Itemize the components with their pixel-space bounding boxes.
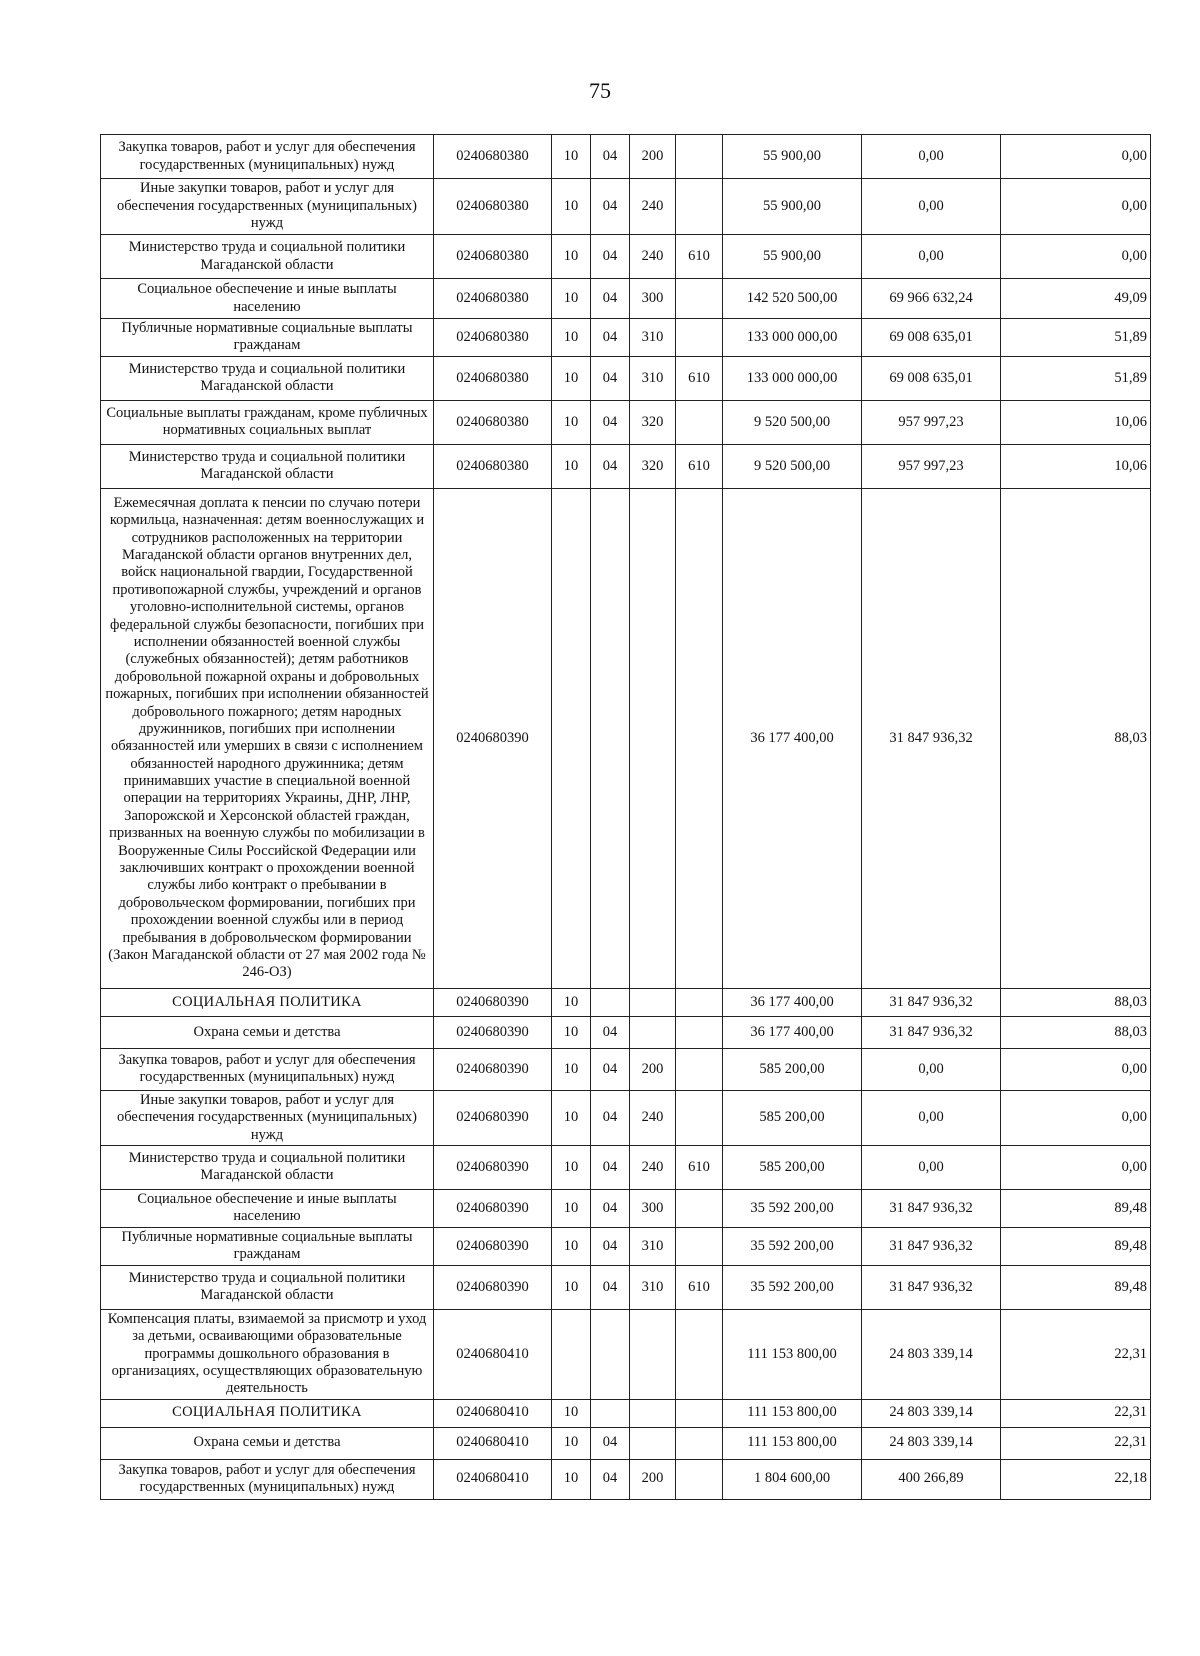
execution-percent: 89,48	[1001, 1265, 1151, 1309]
section-code: 10	[552, 1016, 591, 1048]
ministry-code	[676, 1309, 723, 1399]
planned-amount: 111 153 800,00	[723, 1427, 862, 1459]
row-name: Закупка товаров, работ и услуг для обеспечения государственных (муниципальных) нужд	[101, 1459, 434, 1499]
executed-amount: 24 803 339,14	[862, 1399, 1001, 1427]
expense-type-code: 310	[630, 1265, 676, 1309]
table-row	[101, 1427, 1151, 1459]
table-row	[101, 988, 1151, 1016]
target-code: 0240680390	[434, 1048, 552, 1090]
ministry-code: 610	[676, 1265, 723, 1309]
target-code: 0240680380	[434, 356, 552, 400]
expense-type-code: 300	[630, 279, 676, 319]
execution-percent: 89,48	[1001, 1227, 1151, 1265]
section-code: 10	[552, 400, 591, 444]
subsection-code: 04	[591, 1227, 630, 1265]
expense-type-code: 240	[630, 235, 676, 279]
table-row	[101, 1399, 1151, 1427]
target-code: 0240680390	[434, 1016, 552, 1048]
executed-amount: 31 847 936,32	[862, 1227, 1001, 1265]
subsection-code: 04	[591, 1090, 630, 1145]
ministry-code	[676, 400, 723, 444]
subsection-code: 04	[591, 135, 630, 179]
section-code	[552, 488, 591, 988]
section-code: 10	[552, 356, 591, 400]
executed-amount: 24 803 339,14	[862, 1427, 1001, 1459]
subsection-code: 04	[591, 1265, 630, 1309]
row-name: Охрана семьи и детства	[101, 1427, 434, 1459]
expense-type-code: 310	[630, 1227, 676, 1265]
planned-amount: 142 520 500,00	[723, 279, 862, 319]
section-code: 10	[552, 1048, 591, 1090]
table-row	[101, 356, 1151, 400]
section-code: 10	[552, 1227, 591, 1265]
row-name: Закупка товаров, работ и услуг для обеспечения государственных (муниципальных) нужд	[101, 135, 434, 179]
table-row	[101, 1048, 1151, 1090]
subsection-code: 04	[591, 1459, 630, 1499]
budget-table	[100, 134, 1151, 1500]
section-code: 10	[552, 1090, 591, 1145]
subsection-code	[591, 988, 630, 1016]
target-code: 0240680380	[434, 135, 552, 179]
ministry-code	[676, 1016, 723, 1048]
expense-type-code: 320	[630, 400, 676, 444]
expense-type-code: 240	[630, 179, 676, 235]
planned-amount: 36 177 400,00	[723, 988, 862, 1016]
target-code: 0240680410	[434, 1309, 552, 1399]
table-row	[101, 135, 1151, 179]
target-code: 0240680390	[434, 1189, 552, 1227]
ministry-code	[676, 988, 723, 1016]
planned-amount: 35 592 200,00	[723, 1189, 862, 1227]
executed-amount: 0,00	[862, 1090, 1001, 1145]
table-row	[101, 1309, 1151, 1399]
row-name: Ежемесячная доплата к пенсии по случаю потери кормильца, назначенная: детям военнослужащих и сотрудников расположенных на территории Магаданской области органов внутренних дел, войск национальной гвардии, Государственной противопожарной службы, учреждений и органов уголовно-исполнительной системы, органов федеральной службы безопасности, погибших при исполнении обязанностей военной службы (служебных обязанностей); детям работников добровольной пожарной охраны и добровольных пожарных, погибших при исполнении обязанностей добровольного пожарного; детям народных дружинников, погибших при исполнении обязанностей или умерших в связи с исполнением обязанностей народного дружинника; детям принимавших участие в специальной военной операции на территориях Украины, ДНР, ЛНР, Запорожской и Херсонской областей граждан, призванных на военную службы по мобилизации в Вооруженные Силы Российской Федерации или заключивших контракт о прохождении военной службы либо контракт о пребывании в добровольческом формировании, погибших при прохождении военной службы или в период пребывания в добровольческом формировании (Закон Магаданской области от 27 мая 2002 года № 246-ОЗ)	[101, 488, 434, 988]
table-row	[101, 279, 1151, 319]
section-code: 10	[552, 235, 591, 279]
executed-amount: 400 266,89	[862, 1459, 1001, 1499]
execution-percent: 22,18	[1001, 1459, 1151, 1499]
executed-amount: 69 966 632,24	[862, 279, 1001, 319]
table-row	[101, 488, 1151, 988]
target-code: 0240680390	[434, 488, 552, 988]
execution-percent: 22,31	[1001, 1427, 1151, 1459]
expense-type-code: 300	[630, 1189, 676, 1227]
target-code: 0240680380	[434, 279, 552, 319]
target-code: 0240680380	[434, 319, 552, 357]
expense-type-code: 310	[630, 319, 676, 357]
expense-type-code: 200	[630, 1459, 676, 1499]
section-code: 10	[552, 1459, 591, 1499]
target-code: 0240680390	[434, 988, 552, 1016]
section-code: 10	[552, 279, 591, 319]
table-row	[101, 1189, 1151, 1227]
subsection-code: 04	[591, 1427, 630, 1459]
executed-amount: 0,00	[862, 179, 1001, 235]
expense-type-code	[630, 988, 676, 1016]
target-code: 0240680380	[434, 444, 552, 488]
subsection-code: 04	[591, 444, 630, 488]
executed-amount: 31 847 936,32	[862, 488, 1001, 988]
planned-amount: 133 000 000,00	[723, 356, 862, 400]
page-number: 75	[589, 78, 611, 103]
execution-percent: 51,89	[1001, 356, 1151, 400]
target-code: 0240680390	[434, 1265, 552, 1309]
table-row	[101, 1145, 1151, 1189]
planned-amount: 35 592 200,00	[723, 1265, 862, 1309]
subsection-code: 04	[591, 1145, 630, 1189]
row-name: Охрана семьи и детства	[101, 1016, 434, 1048]
expense-type-code	[630, 1427, 676, 1459]
executed-amount: 957 997,23	[862, 444, 1001, 488]
row-name: Социальное обеспечение и иные выплаты населению	[101, 1189, 434, 1227]
row-name: Министерство труда и социальной политики Магаданской области	[101, 1265, 434, 1309]
ministry-code	[676, 319, 723, 357]
expense-type-code: 200	[630, 135, 676, 179]
table-row	[101, 1459, 1151, 1499]
table-row	[101, 1090, 1151, 1145]
subsection-code: 04	[591, 179, 630, 235]
ministry-code	[676, 488, 723, 988]
execution-percent: 88,03	[1001, 988, 1151, 1016]
row-name: Социальное обеспечение и иные выплаты населению	[101, 279, 434, 319]
section-code: 10	[552, 179, 591, 235]
ministry-code	[676, 1399, 723, 1427]
subsection-code: 04	[591, 1016, 630, 1048]
planned-amount: 35 592 200,00	[723, 1227, 862, 1265]
planned-amount: 585 200,00	[723, 1048, 862, 1090]
ministry-code: 610	[676, 1145, 723, 1189]
planned-amount: 36 177 400,00	[723, 488, 862, 988]
execution-percent: 0,00	[1001, 135, 1151, 179]
subsection-code: 04	[591, 1189, 630, 1227]
target-code: 0240680410	[434, 1427, 552, 1459]
row-name: СОЦИАЛЬНАЯ ПОЛИТИКА	[101, 1399, 434, 1427]
subsection-code: 04	[591, 1048, 630, 1090]
table-row	[101, 235, 1151, 279]
ministry-code: 610	[676, 356, 723, 400]
ministry-code: 610	[676, 235, 723, 279]
ministry-code	[676, 1459, 723, 1499]
row-name: Закупка товаров, работ и услуг для обеспечения государственных (муниципальных) нужд	[101, 1048, 434, 1090]
executed-amount: 0,00	[862, 235, 1001, 279]
execution-percent: 0,00	[1001, 235, 1151, 279]
executed-amount: 31 847 936,32	[862, 988, 1001, 1016]
target-code: 0240680380	[434, 235, 552, 279]
executed-amount: 69 008 635,01	[862, 356, 1001, 400]
target-code: 0240680390	[434, 1145, 552, 1189]
execution-percent: 22,31	[1001, 1309, 1151, 1399]
planned-amount: 133 000 000,00	[723, 319, 862, 357]
executed-amount: 24 803 339,14	[862, 1309, 1001, 1399]
table-row	[101, 400, 1151, 444]
ministry-code	[676, 1090, 723, 1145]
section-code: 10	[552, 1399, 591, 1427]
planned-amount: 36 177 400,00	[723, 1016, 862, 1048]
execution-percent: 22,31	[1001, 1399, 1151, 1427]
execution-percent: 0,00	[1001, 1090, 1151, 1145]
target-code: 0240680410	[434, 1399, 552, 1427]
expense-type-code: 240	[630, 1090, 676, 1145]
planned-amount: 585 200,00	[723, 1145, 862, 1189]
execution-percent: 49,09	[1001, 279, 1151, 319]
executed-amount: 0,00	[862, 1145, 1001, 1189]
row-name: Иные закупки товаров, работ и услуг для обеспечения государственных (муниципальных) нужд	[101, 1090, 434, 1145]
execution-percent: 0,00	[1001, 179, 1151, 235]
row-name: Иные закупки товаров, работ и услуг для обеспечения государственных (муниципальных) нужд	[101, 179, 434, 235]
table-row	[101, 1265, 1151, 1309]
table-row	[101, 179, 1151, 235]
row-name: Министерство труда и социальной политики Магаданской области	[101, 444, 434, 488]
expense-type-code: 320	[630, 444, 676, 488]
target-code: 0240680390	[434, 1227, 552, 1265]
expense-type-code	[630, 1309, 676, 1399]
planned-amount: 111 153 800,00	[723, 1309, 862, 1399]
target-code: 0240680380	[434, 400, 552, 444]
ministry-code	[676, 1189, 723, 1227]
row-name: Публичные нормативные социальные выплаты гражданам	[101, 319, 434, 357]
execution-percent: 51,89	[1001, 319, 1151, 357]
expense-type-code	[630, 1016, 676, 1048]
planned-amount: 9 520 500,00	[723, 400, 862, 444]
subsection-code: 04	[591, 356, 630, 400]
table-body	[101, 135, 1151, 1500]
ministry-code: 610	[676, 444, 723, 488]
section-code: 10	[552, 1265, 591, 1309]
execution-percent: 89,48	[1001, 1189, 1151, 1227]
target-code: 0240680390	[434, 1090, 552, 1145]
execution-percent: 88,03	[1001, 488, 1151, 988]
row-name: СОЦИАЛЬНАЯ ПОЛИТИКА	[101, 988, 434, 1016]
ministry-code	[676, 1048, 723, 1090]
executed-amount: 0,00	[862, 135, 1001, 179]
executed-amount: 31 847 936,32	[862, 1189, 1001, 1227]
table-row	[101, 1227, 1151, 1265]
table-row	[101, 444, 1151, 488]
table-row	[101, 1016, 1151, 1048]
execution-percent: 10,06	[1001, 400, 1151, 444]
executed-amount: 31 847 936,32	[862, 1016, 1001, 1048]
section-code: 10	[552, 1189, 591, 1227]
ministry-code	[676, 135, 723, 179]
section-code: 10	[552, 319, 591, 357]
planned-amount: 111 153 800,00	[723, 1399, 862, 1427]
row-name: Компенсация платы, взимаемой за присмотр и уход за детьми, осваивающими образовательные программы дошкольного образования в организациях, осуществляющих образовательную деятельность	[101, 1309, 434, 1399]
planned-amount: 55 900,00	[723, 235, 862, 279]
subsection-code	[591, 488, 630, 988]
ministry-code	[676, 279, 723, 319]
ministry-code	[676, 179, 723, 235]
section-code: 10	[552, 135, 591, 179]
target-code: 0240680410	[434, 1459, 552, 1499]
section-code: 10	[552, 988, 591, 1016]
subsection-code	[591, 1399, 630, 1427]
expense-type-code	[630, 488, 676, 988]
subsection-code: 04	[591, 235, 630, 279]
row-name: Публичные нормативные социальные выплаты гражданам	[101, 1227, 434, 1265]
subsection-code: 04	[591, 319, 630, 357]
executed-amount: 31 847 936,32	[862, 1265, 1001, 1309]
section-code: 10	[552, 1427, 591, 1459]
planned-amount: 55 900,00	[723, 179, 862, 235]
subsection-code: 04	[591, 279, 630, 319]
execution-percent: 0,00	[1001, 1048, 1151, 1090]
expense-type-code: 200	[630, 1048, 676, 1090]
section-code: 10	[552, 444, 591, 488]
row-name: Социальные выплаты гражданам, кроме публичных нормативных социальных выплат	[101, 400, 434, 444]
ministry-code	[676, 1227, 723, 1265]
section-code: 10	[552, 1145, 591, 1189]
subsection-code	[591, 1309, 630, 1399]
expense-type-code: 240	[630, 1145, 676, 1189]
row-name: Министерство труда и социальной политики Магаданской области	[101, 235, 434, 279]
row-name: Министерство труда и социальной политики Магаданской области	[101, 1145, 434, 1189]
table-row	[101, 319, 1151, 357]
expense-type-code: 310	[630, 356, 676, 400]
row-name: Министерство труда и социальной политики Магаданской области	[101, 356, 434, 400]
section-code	[552, 1309, 591, 1399]
executed-amount: 957 997,23	[862, 400, 1001, 444]
planned-amount: 55 900,00	[723, 135, 862, 179]
ministry-code	[676, 1427, 723, 1459]
executed-amount: 0,00	[862, 1048, 1001, 1090]
expense-type-code	[630, 1399, 676, 1427]
executed-amount: 69 008 635,01	[862, 319, 1001, 357]
subsection-code: 04	[591, 400, 630, 444]
execution-percent: 0,00	[1001, 1145, 1151, 1189]
target-code: 0240680380	[434, 179, 552, 235]
execution-percent: 10,06	[1001, 444, 1151, 488]
planned-amount: 9 520 500,00	[723, 444, 862, 488]
execution-percent: 88,03	[1001, 1016, 1151, 1048]
planned-amount: 585 200,00	[723, 1090, 862, 1145]
planned-amount: 1 804 600,00	[723, 1459, 862, 1499]
